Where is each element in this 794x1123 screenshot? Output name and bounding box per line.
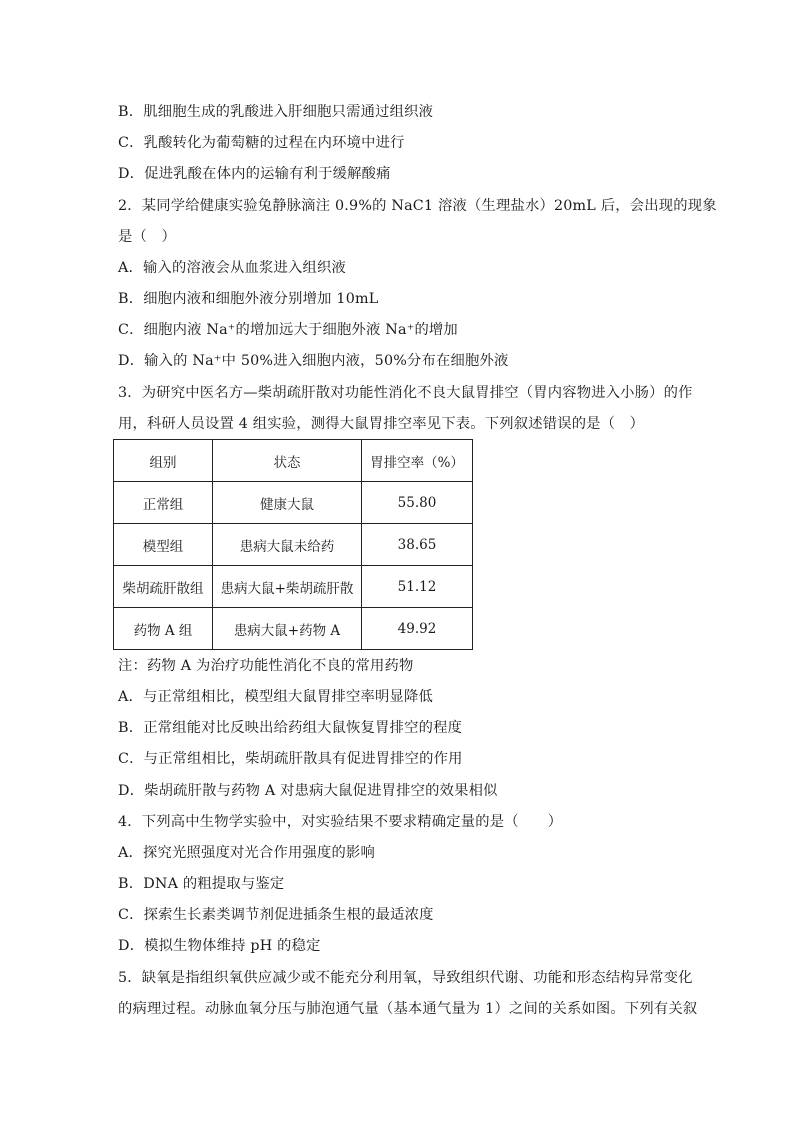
table-cell: 患病大鼠+药物 A bbox=[213, 608, 362, 650]
table-cell: 正常组 bbox=[114, 482, 213, 524]
table-header-cell: 组别 bbox=[114, 440, 213, 482]
table-row bbox=[114, 608, 473, 650]
question-4-stem: 4．下列高中生物学实验中，对实验结果不要求精确定量的是（ ） bbox=[118, 814, 563, 830]
option-b-q4: B．DNA 的粗提取与鉴定 bbox=[118, 876, 285, 892]
table-row bbox=[114, 524, 473, 566]
question-3-stem: 3．为研究中医名方—柴胡疏肝散对功能性消化不良大鼠胃排空（胃内容物进入小肠）的作 bbox=[118, 385, 693, 401]
option-a-q3: A．与正常组相比，模型组大鼠胃排空率明显降低 bbox=[118, 689, 433, 705]
table-cell: 药物 A 组 bbox=[114, 608, 213, 650]
question-2-stem-cont: 是（ ） bbox=[118, 229, 176, 245]
question-3-stem-cont: 用，科研人员设置 4 组实验，测得大鼠胃排空率见下表。下列叙述错误的是（ ） bbox=[118, 416, 645, 432]
option-d-q3: D．柴胡疏肝散与药物 A 对患病大鼠促进胃排空的效果相似 bbox=[118, 783, 498, 799]
option-a-q4: A．探究光照强度对光合作用强度的影响 bbox=[118, 845, 375, 861]
option-c-q2: C．细胞内液 Na⁺的增加远大于细胞外液 Na⁺的增加 bbox=[118, 322, 458, 338]
table-row bbox=[114, 566, 473, 608]
option-d-q2: D．输入的 Na⁺中 50%进入细胞内液，50%分布在细胞外液 bbox=[118, 353, 509, 369]
table-header-cell: 胃排空率（%） bbox=[362, 440, 473, 482]
option-b-q3: B．正常组能对比反映出给药组大鼠恢复胃排空的程度 bbox=[118, 720, 463, 736]
option-c-q3: C．与正常组相比，柴胡疏肝散具有促进胃排空的作用 bbox=[118, 751, 463, 767]
table-cell: 51.12 bbox=[362, 566, 473, 608]
gastric-emptying-table bbox=[113, 439, 473, 650]
table-header-cell: 状态 bbox=[213, 440, 362, 482]
table-cell: 患病大鼠+柴胡疏肝散 bbox=[213, 566, 362, 608]
option-a-q2: A．输入的溶液会从血浆进入组织液 bbox=[118, 260, 346, 276]
table-header-row bbox=[114, 440, 473, 482]
option-c-q4: C．探索生长素类调节剂促进插条生根的最适浓度 bbox=[118, 907, 434, 923]
table-note: 注：药物 A 为治疗功能性消化不良的常用药物 bbox=[118, 658, 414, 674]
table-cell: 模型组 bbox=[114, 524, 213, 566]
option-d-q4: D．模拟生物体维持 pH 的稳定 bbox=[118, 938, 321, 954]
table-cell: 患病大鼠未给药 bbox=[213, 524, 362, 566]
table-cell: 健康大鼠 bbox=[213, 482, 362, 524]
table-cell: 柴胡疏肝散组 bbox=[114, 566, 213, 608]
table-cell: 49.92 bbox=[362, 608, 473, 650]
table-row bbox=[114, 482, 473, 524]
option-b-q2: B．细胞内液和细胞外液分别增加 10mL bbox=[118, 291, 379, 307]
option-c-q1: C．乳酸转化为葡萄糖的过程在内环境中进行 bbox=[118, 135, 405, 151]
question-5-stem-cont: 的病理过程。动脉血氧分压与肺泡通气量（基本通气量为 1）之间的关系如图。下列有关叙 bbox=[118, 1001, 698, 1017]
table-cell: 38.65 bbox=[362, 524, 473, 566]
option-d-q1: D．促进乳酸在体内的运输有利于缓解酸痛 bbox=[118, 166, 391, 182]
question-2-stem: 2．某同学给健康实验兔静脉滴注 0.9%的 NaC1 溶液（生理盐水）20mL 后，会出现的现象 bbox=[118, 198, 717, 214]
question-5-stem: 5．缺氧是指组织氧供应减少或不能充分利用氧，导致组织代谢、功能和形态结构异常变化 bbox=[118, 970, 693, 986]
option-b-q1: B．肌细胞生成的乳酸进入肝细胞只需通过组织液 bbox=[118, 104, 434, 120]
table-cell: 55.80 bbox=[362, 482, 473, 524]
